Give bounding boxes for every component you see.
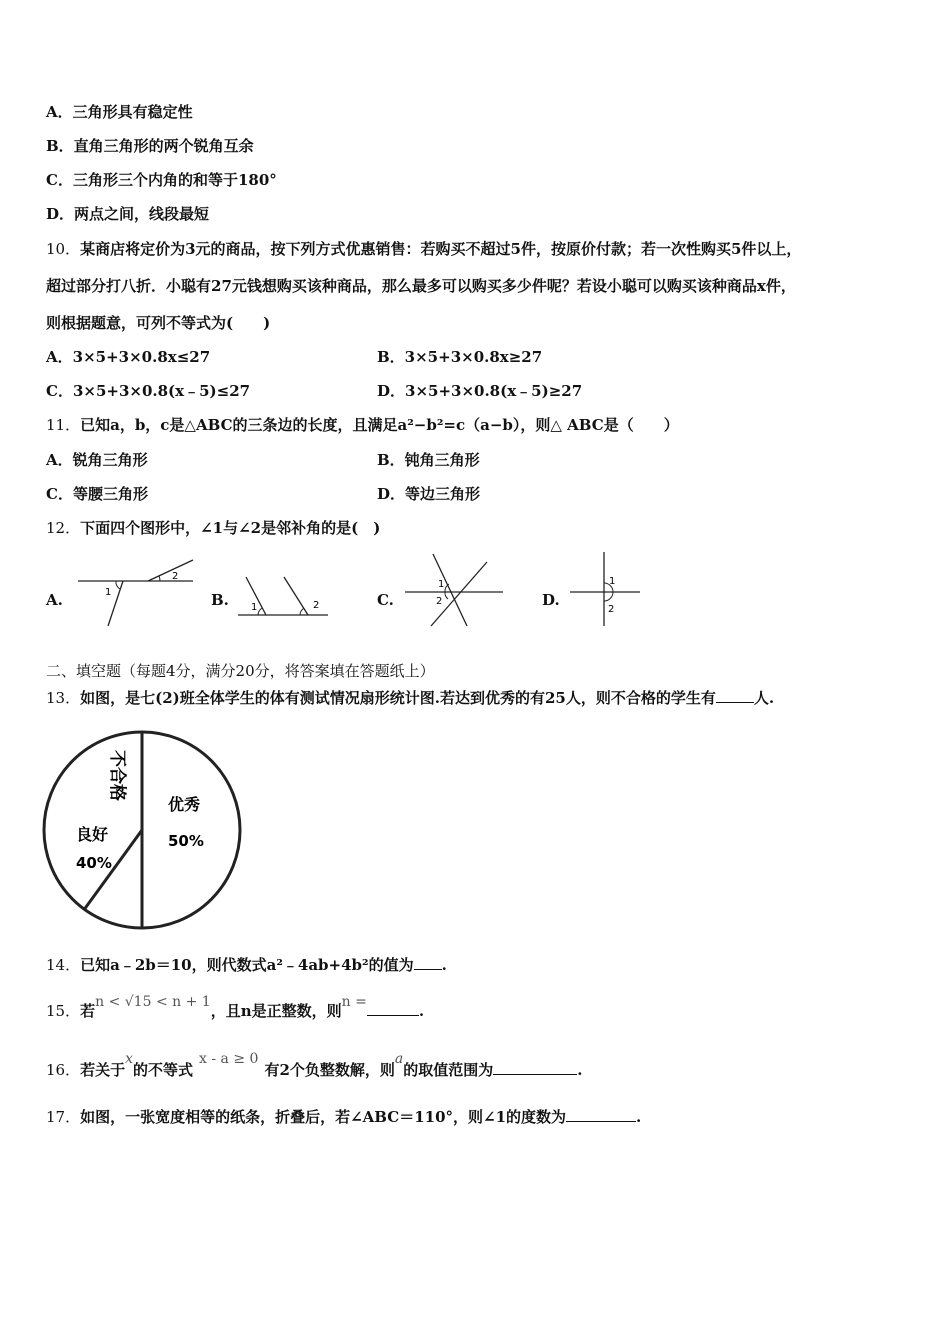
q12-label-d: D. [542, 591, 560, 609]
q10-line1 [46, 239, 801, 259]
q12-label-a: A. [46, 591, 63, 609]
q9-option-d: D．两点之间，线段最短 [46, 205, 210, 223]
q15-formula: n < √15 < n + 1 [95, 994, 211, 1010]
q16-formula: x - a ≥ 0 [199, 1051, 259, 1067]
q12-d-angle2: 2 [608, 604, 615, 615]
q17-number: 17． [46, 1108, 81, 1126]
pie-label-excellent-pct: 50% [168, 832, 204, 850]
q10-option-c: C．3×5+3×0.8(x﹣5)≤27 [46, 382, 251, 400]
q15-formula2: n = [341, 994, 367, 1010]
q10-option-a: A．3×5+3×0.8x≤27 [46, 348, 211, 366]
q12-c-angle1: 1 [438, 579, 445, 590]
q14-number: 14． [46, 956, 81, 974]
q10-option-d: D．3×5+3×0.8(x﹣5)≥27 [377, 382, 583, 400]
q11-number: 11． [46, 416, 81, 434]
q15-prefix: 若 [80, 1002, 96, 1020]
q17-tail: . [636, 1108, 642, 1126]
q11-option-b: B．钝角三角形 [377, 451, 480, 469]
q10-number: 10． [46, 240, 81, 258]
q16-var-a: a [394, 1051, 404, 1067]
q12-d-angle1: 1 [609, 576, 616, 587]
q12-c-angle2: 2 [436, 596, 443, 607]
q9-option-c: C．三角形三个内角的和等于180° [46, 171, 277, 189]
section-2-heading: 二、填空题（每题4分，满分20分，将答案填在答题纸上） [46, 662, 435, 680]
q15-answer-blank[interactable] [367, 1000, 419, 1016]
q13-number: 13． [46, 689, 81, 707]
q12-a-angle1: 1 [105, 587, 112, 598]
q14-answer-blank[interactable] [414, 954, 442, 970]
q12-b-angle1: 1 [251, 602, 258, 613]
q13-text: 如图，是七(2)班全体学生的体有测试情况扇形统计图.若达到优秀的有25人，则不合格的学生有 [80, 689, 716, 707]
q13-tail: 人. [753, 689, 775, 707]
q13-stem [46, 687, 774, 708]
q14-stem [46, 954, 447, 975]
q16-tail: . [577, 1061, 583, 1079]
q15-middle: ，且n是正整数，则 [210, 1002, 342, 1020]
q12-figure-c [405, 552, 505, 628]
pie-label-good: 良好 [76, 825, 109, 844]
q12-figure-a [78, 558, 198, 630]
q10-line2: 超过部分打八折．小聪有27元钱想购买该种商品，那么最多可以购买多少件呢？若设小聪可以购买该种商品x件， [46, 277, 796, 295]
q15-tail: . [418, 1002, 425, 1020]
pie-label-excellent: 优秀 [168, 795, 201, 814]
q11-option-c: C．等腰三角形 [46, 485, 148, 503]
q12-figure-d [570, 552, 645, 628]
q10-option-b: B．3×5+3×0.8x≥27 [377, 348, 543, 366]
q11-stem [46, 415, 679, 435]
q14-text: 已知a﹣2b＝10，则代数式a²﹣4ab+4b²的值为 [80, 956, 414, 974]
q16-answer-blank[interactable] [493, 1059, 577, 1075]
q16-suffix: 的取值范围为 [403, 1061, 494, 1079]
q17-text: 如图，一张宽度相等的纸条，折叠后，若∠ABC＝110°，则∠1的度数为 [80, 1108, 567, 1126]
q13-pie-chart [40, 728, 250, 934]
q17-stem [46, 1106, 641, 1127]
q10-line3: 则根据题意，可列不等式为( ) [46, 314, 271, 332]
pie-label-unqualified: 不合格 [107, 750, 127, 801]
q14-tail: . [441, 956, 447, 974]
q12-figure-b [238, 575, 333, 620]
q11-option-a: A．锐角三角形 [46, 451, 148, 469]
q16-number: 16． [46, 1061, 81, 1079]
q12-b-angle2: 2 [313, 600, 320, 611]
q15-number: 15． [46, 1002, 81, 1020]
pie-label-good-pct: 40% [76, 854, 112, 872]
q16-prefix: 若关于 [80, 1061, 126, 1079]
q12-number: 12． [46, 519, 81, 537]
q16-stem [46, 1051, 583, 1081]
q16-middle2: 有2个负整数解，则 [264, 1061, 395, 1079]
q12-text: 下面四个图形中，∠1与∠2是邻补角的是( ) [80, 519, 381, 537]
q16-middle: 的不等式 [133, 1061, 194, 1079]
q10-text-1: 某商店将定价为3元的商品，按下列方式优惠销售：若购买不超过5件，按原价付款；若一次性购买5件以上， [80, 240, 802, 258]
q12-label-b: B. [211, 591, 229, 609]
q12-stem [46, 518, 380, 538]
q11-option-d: D．等边三角形 [377, 485, 481, 503]
q12-label-c: C. [377, 591, 394, 609]
q15-stem [46, 994, 425, 1022]
q17-answer-blank[interactable] [566, 1106, 636, 1122]
q9-option-a: A．三角形具有稳定性 [46, 103, 193, 121]
q11-text: 已知a，b，c是△ABC的三条边的长度，且满足a²−b²=c（a−b），则△ ABC是（ ） [80, 416, 679, 434]
q16-var-x: x [125, 1051, 134, 1067]
q12-a-angle2: 2 [172, 571, 179, 582]
q9-option-b: B．直角三角形的两个锐角互余 [46, 137, 254, 155]
q13-answer-blank[interactable] [716, 687, 754, 703]
